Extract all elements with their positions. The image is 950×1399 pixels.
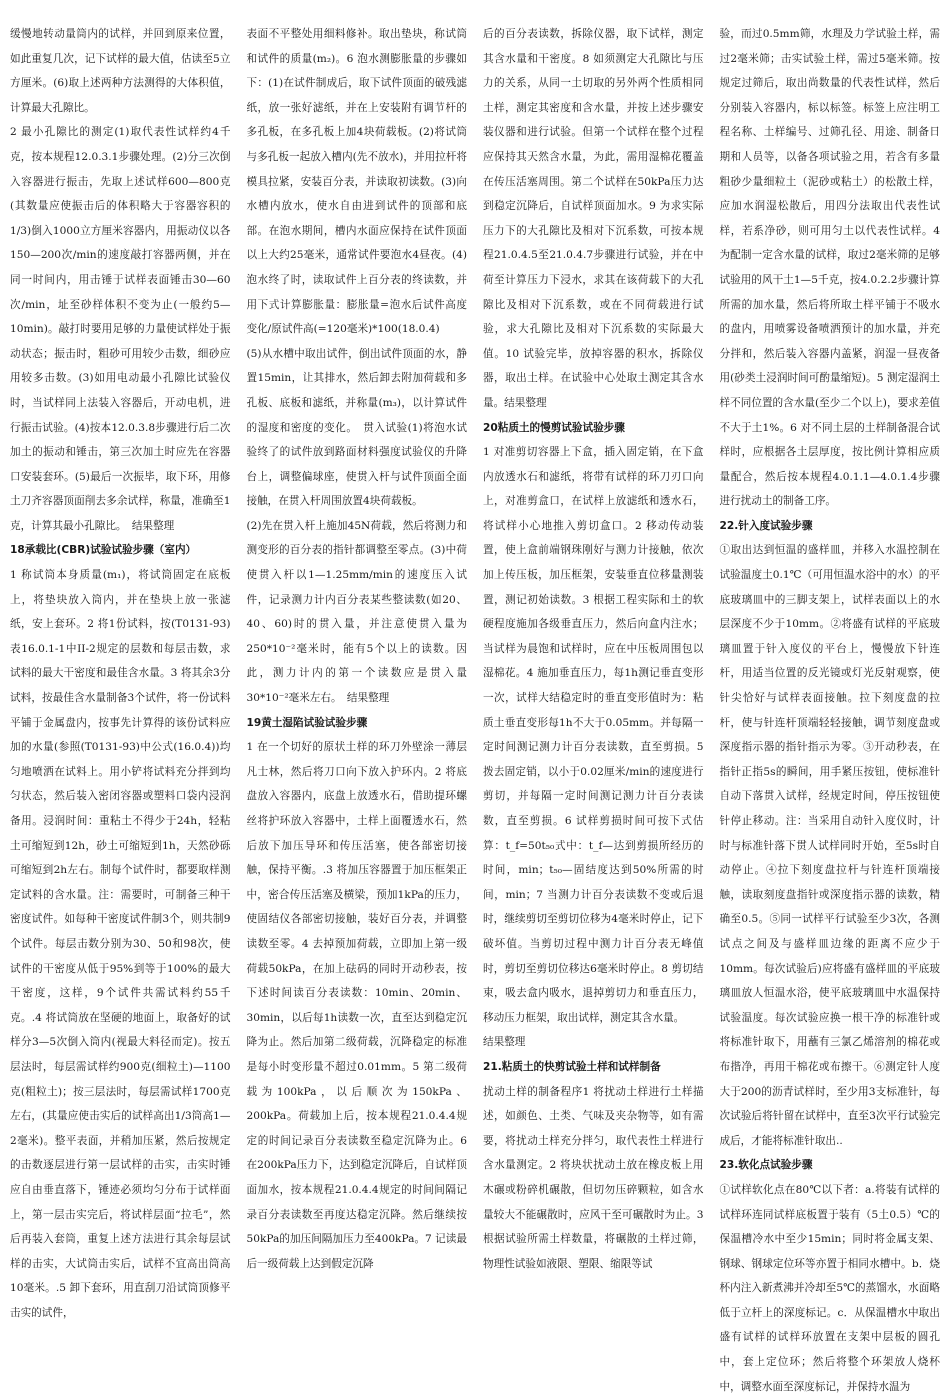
text-column-1: [10, 22, 231, 1399]
section-heading: 23.软化点试验步骤: [719, 1159, 813, 1172]
body-paragraph: 扰动土样的制备程序1 将扰动土样进行土样描述，如颜色、土类、气味及夹杂物等，如有需要，将扰动土样充分拌匀，取代表性土样进行含水量测定。2 将块状扰动土放在橡皮板上用木碾或粉碎机碾散，但切勿压碎颗粒，如含水量较大不能碾散时，应风干至可碾散时为止。3 根据试验所需土样数量，将碾散的土样过筛，物理性试验如液限、塑限、缩限等试: [483, 1085, 704, 1270]
column-container: [10, 22, 940, 1393]
text-column-3: [483, 22, 704, 1399]
body-paragraph: 验，而过0.5mm筛，水理及力学试验土样，需过2毫米筛；击实试验土样，需过5毫米筛。按规定过筛后，取出尚数量的代表性试样，然后分别装入容器内，标以标签。标签上应注明工程名称、土样编号、过筛孔径、用途、制备日期和人员等，以备各项试验之用，若含有多量粗砂少量细粒土（泥砂或粘土）的松散土样，应加水润湿松散后，用四分法取出代表性试样，若系净砂，则可用匀土以代表性试样。4 为配制一定含水量的试样，取过2毫米筛的足够试验用的风干土1—5千克，按4.0.2.2步骤计算所需的加水量，然后将所取土样平铺于不吸水的盘内，用喷雾设备喷洒预计的加水量，并充分拌和，然后装入容器内盖紧，润湿一昼夜备用(砂类土浸润时间可酌量缩短)。5 测定湿润土样不同位置的含水量(至少二个以上)，要求差值不大于土1%。6 对不同土层的土样制备混合试样时，应根据各土层厚度，按比例计算相应质量配合，然后按本规程4.0.1.1—4.0.1.4步骤进行扰动土的制备工序。: [719, 28, 940, 508]
body-paragraph: 1 在一个切好的原状土样的环刀外壁涂一薄层凡士林，然后将刀口向下放入护环内。2 将底盘放入容器内，底盘上放透水石，借助提环螺丝将护环放入容器中，土样上面覆透水石，然后放下加压导环和传压活塞，使各部密切接触，保持平衡。.3 将加压容器置于加压框架正中，密合传压活塞及横梁，预加1kPa的压力，使固结仪各部密切接触，装好百分表，并调整读数至零。4 去掉预加荷载，立即加上第一级荷载50kPa，在加上砝码的同时开动秒表，按下述时间读百分表读数：10min、20min、30min，以后每1h读数一次，直至达到稳定沉降为止。然后加第二级荷载，沉降稳定的标准是每小时变形量不超过0.01mm。5 第二级荷载为100kPa，以后顺次为150kPa、200kPa。荷载加上后，按本规程21.0.4.4规定的时间记录百分表读数至稳定沉降为止。6 在200kPa压力下，达到稳定沉降后，自试样顶面加水，按本规程21.0.4.4规定的时间间隔记录百分表读数至再度达稳定沉降。然后继续按50kPa的加压间隔加压力至400kPa。7 记读最后一级荷载上达到假定沉降: [246, 741, 467, 1270]
body-paragraph: ①试样软化点在80℃以下者：a.将装有试样的试样环连同试样底板置于装有（5土0.5）℃的保温槽冷水中至少15min；同时将金属支架、钢球、钢球定位环等亦置于相同水槽中。b．烧杯内注入新煮沸并冷却至5℃的蒸馏水，水面略低于立杆上的深度标记。c．从保温槽水中取出盛有试样的试样环放置在支架中层板的圆孔中，套上定位环；然后将整个环架放人烧杯中，调整水面至深度标记，并保持水温为: [719, 1183, 940, 1393]
section-heading: 21.粘质土的快剪试验土样和试样制备: [483, 1060, 661, 1073]
body-paragraph: 表面不平整处用细料修补。取出垫块，称试筒和试件的质量(m₂)。6 泡水测膨胀量的步骤如下：(1)在试件制成后，取下试件顶面的破残滤纸，放一张好滤纸，并在上安装附有调节杆的多孔板，在多孔板上加4块荷载板。(2)将试筒与多孔板一起放入槽内(先不放水)，并用拉杆将模具拉紧，安装百分表，并读取初读数。(3)向水槽内放水，使水自由进到试件的顶部和底部。在泡水期间，槽内水面应保持在试件顶面以上大约25毫米，通常试件要泡水4昼夜。(4)泡水终了时，读取试件上百分表的终读数，并用下式计算膨胀量：膨胀量=泡水后试件高度变化/原试件高(=120毫米)*100(18.0.4): [246, 28, 467, 336]
body-paragraph: 后的百分表读数，拆除仪器，取下试样，测定其含水量和干密度。8 如须测定大孔隙比与压力的关系，从同一土切取的另外两个性质相同土样，测定其密度和含水量，并按上述步骤安装仪器和进行试验。但第一个试样在整个过程应保持其天然含水量，为此，需用湿棉花覆盖在传压活塞周围。第二个试样在50kPa压力达到稳定沉降后，自试样顶面加水。9 为求实际压力下的大孔隙比及相对下沉系数，可按本规程21.0.4.5至21.0.4.7步骤进行试验，并在中荷至计算压力下浸水，求其在该荷载下的大孔隙比及相对下沉系数，或在不同荷载进行试验，求大孔隙比及相对下沉系数的实际最大值。10 试验完毕，放掉容器的积水，拆除仪器，取出土样。在试验中心处取土测定其含水量。结果整理: [483, 28, 704, 409]
body-paragraph: 2 最小孔隙比的测定(1)取代表性试样约4千克，按本规程12.0.3.1步骤处理。(2)分三次倒入容器进行振击，先取上述试样600—800克(其数量应使振击后的体积略大于容器容积的1/3)倒入1000立方厘米容器内，用振动仪以各150—200次/min的速度敲打容器两侧，并在同一时间内，用击锤于试样表面锤击30—60次/min，址至砂样体积不变为止(一般约5—10min)。敲打时要用足够的力量使试样处于振动状态；振击时，粗砂可用较少击数，细砂应用较多击数。(3)如用电动最小孔隙比试验仪时，当试样同上法装入容器后，开动电机，进行振击试验。(4)按本12.0.3.8步骤进行后二次加土的振动和锤击，第三次加土时应先在容器口安装套环。(5)最后一次振毕，取下环，用修土刀齐容器顶面削去多余试样，称量，准确至1克，计算其最小孔隙比。 结果整理: [10, 126, 231, 532]
text-column-2: [247, 22, 468, 1399]
text-column-4: [720, 22, 941, 1399]
section-heading: 19黄土湿陷试验试验步骤: [246, 716, 368, 729]
body-paragraph: 缓慢地转动量筒内的试样，并回到原来位置，如此重复几次，记下试样的最大值，估读至5立方厘米。(6)取上述两种方法测得的大体积值，计算最大孔隙比。: [10, 28, 231, 114]
body-paragraph: (5)从水槽中取出试件，倒出试件顶面的水，静置15min，让其排水，然后卸去附加荷载和多孔板、底板和滤纸，并称量(m₃)，以计算试件的湿度和密度的变化。 贯入试验(1)将泡水试验终了的试件放到路面材料强度试验仪的升降台上，调整偏球座，使贯入杆与试件顶面全面接触，在贯入杆周围放置4块荷载板。: [246, 347, 467, 508]
body-paragraph: ①取出达到恒温的盛样皿，并移入水温控制在试验温度土0.1℃（可用恒温水浴中的水）的平底玻璃皿中的三脚支架上，试样表面以上的水层深度不少于10mm。②将盛有试样的平底玻璃皿置于针入度仪的平台上，慢慢放下针连杆，用适当位置的反光镜或灯光反射观察，使针尖恰好与试样表面接触。拉下刻度盘的拉杆，使与针连杆顶端轻轻接触，调节刻度盘或深度指示器的指针指示为零。③开动秒表，在指针正指5s的瞬间，用手紧压按钮，使标准针自动下落贯入试样，经规定时间，停压按钮使针停止移动。注：当采用自动针入度仪时，计时与标准针落下贯人试样同时开始，至5s时自动停止。④拉下刻度盘拉杆与针连杆顶端接触，读取刻度盘指针或深度指示器的读数，精确至0.5。⑤同一试样平行试验至少3次，各测试点之间及与盛样皿边缘的距离不应少于10mm。每次试验后)应将盛有盛样皿的平底玻璃皿放人恒温水浴，使平底玻璃皿中水温保持试验温度。每次试验应换一根干净的标准针或将标准针取下，用蘸有三氯乙烯溶剂的棉花或布揩净，再用干棉花或布擦干。⑥测定针人度大于200的沥青试样时，至少用3支标准针，每次试验后将针留在试样中，直至3次平行试验完成后，才能将标准针取出..: [719, 544, 940, 1147]
section-heading: 20粘质土的慢剪试验试验步骤: [483, 421, 625, 434]
body-paragraph: 结果整理: [483, 1036, 526, 1049]
section-heading: 18承载比(CBR)试验试验步骤（室内）: [10, 544, 197, 557]
section-heading: 22.针入度试验步骤: [719, 519, 813, 532]
body-paragraph: 1 对准剪切容器上下盒，插入固定销，在下盒内放透水石和滤纸，将带有试样的环刀刃口向上，对准剪盒口，在试样上放滤纸和透水石，将试样小心地推入剪切盒口。2 移动传动装置，使上盒前端钢珠刚好与测力计接触，依次加上传压板，加压框架，安装垂直位移量测装置，测记初始读数。3 根据工程实际和土的软硬程度施加各级垂直压力，然后向盒内注水；当试样为晨饱和试样时，应在中压板周围包以湿棉花。4 施加垂直压力，每1h测记垂直变形一次，试样大结稳定时的垂直变形值时为：粘质土垂直变形每1h不大于0.05mm。并每隔一定时间测记测力计百分表读数，直至剪损。5 拨去固定销，以小于0.02厘米/min的速度进行剪切，并每隔一定时间测记测力计百分表读数，直至剪损。6 试样剪损时间可按下式估算：t_f=50t₅₀式中：t_f—达到剪损所经历的时间，min；t₅₀—固结度达到50%所需的时间，min；7 当测力计百分表读数不变或后退时，继续剪切至剪切位移为4毫米时停止，记下破坏值。当剪切过程中测力计百分表无峰值时，剪切至剪切位移达6毫米时停止。8 剪切结束，吸去盒内吸水，退掉剪切力和垂直压力，移动压力框架，取出试样，测定其含水量。: [483, 446, 704, 1024]
body-paragraph: (2)先在贯入杆上施加45N荷载，然后将测力和测变形的百分表的指针都调整至零点。(3)中荷使贯入杆以1—1.25mm/min的速度压入试件，记录测力计内百分表某些整读数(如20、40、60)时的贯入量，并注意使贯入量为250*10⁻²毫米时，能有5个以上的读数。因此，测力计内的第一个读数应是贯入量30*10⁻²毫米左右。 结果整理: [246, 519, 467, 705]
body-paragraph: 1 称试筒本身质量(m₁)，将试筒固定在底板上，将垫块放入筒内，并在垫块上放一张滤纸，安上套环。2 将1份试料，按(T0131-93)表16.0.1-1中II-2规定的层数和每层击数，求试料的最大干密度和最佳含水量。3 将其余3分试料，按最佳含水量制备3个试件，将一份试料平铺于金属盘内，按事先计算得的该份试料应加的水量(参照(T0131-93)中公式(16.0.4))均匀地喷洒在试料上。用小铲将试料充分拌到均匀状态，然后装入密闭容器或塑料口袋内浸润备用。浸润时间：重粘土不得少于24h，轻粘土可缩短到12h，砂土可缩短到1h，天然砂砾可缩短到2h左右。制每个试件时，都要取样测定试料的含水量。注：需要时，可制备三种干密度试件。如每种干密度试件制3个，则共制9个试件。每层击数分别为30、50和98次，使试件的干密度从低于95%到等于100%的最大干密度，这样，9个试件共需试料约55千克。.4 将试筒放在坚硬的地面上，取备好的试样分3—5次倒入筒内(视最大料径而定)。按五层法时，每层需试样约900克(细粒土)—1100克(粗粒土)；按三层法时，每层需试样1700克左右，(其量应使击实后的试样高出1/3筒高1—2毫米)。整平表面，并稍加压紧，然后按规定的击数逐层进行第一层试样的击实，击实时锤应自由垂直落下，锤迹必须均匀分布于试样面上，第一层击实完后，将试样层面“拉毛”，然后再装入套筒，重复上述方法进行其余每层试样的击实，大试筒击实后，试样不宜高出筒高10毫米。.5 卸下套环，用直刮刀沿试筒顶修平击实的试件，: [10, 569, 231, 1319]
